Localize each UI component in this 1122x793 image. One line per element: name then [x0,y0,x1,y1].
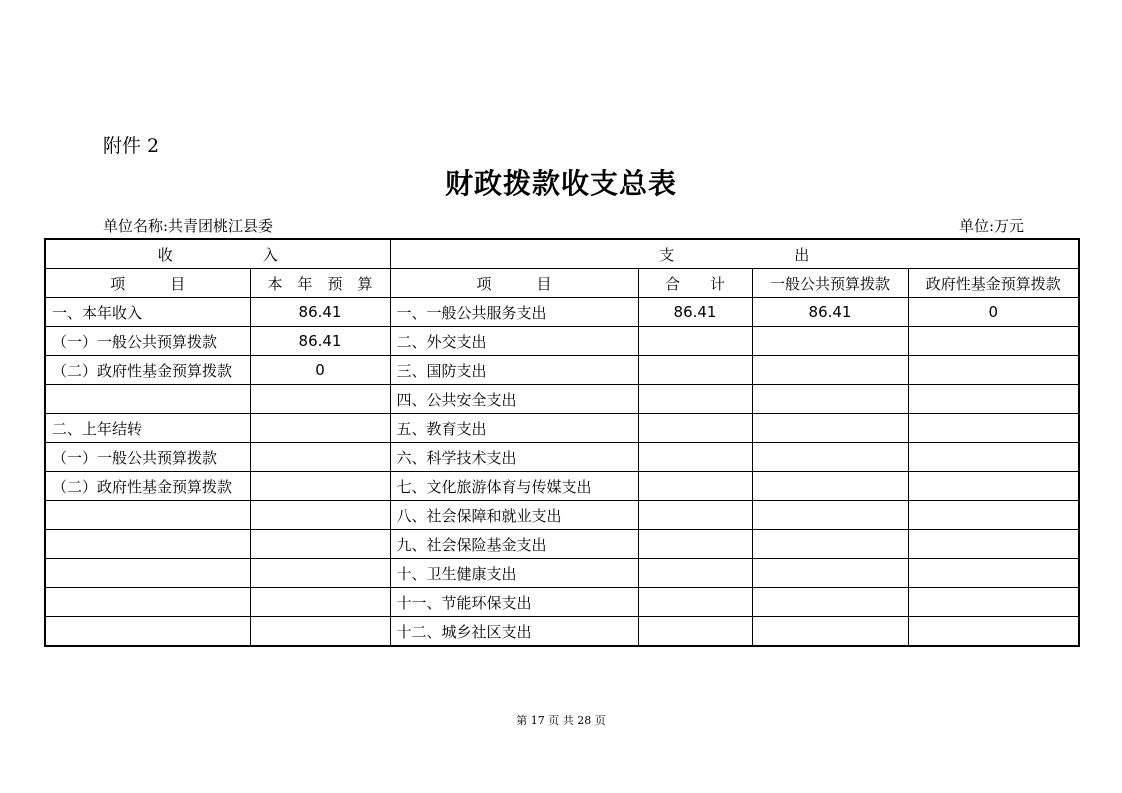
income-budget-cell: 86.41 [250,327,390,356]
income-item-cell: （一）一般公共预算拨款 [45,443,250,472]
header-row-columns [45,269,1079,298]
table-body [45,239,1079,646]
expense-total-cell [638,588,752,617]
income-item-cell: 一、本年收入 [45,298,250,327]
income-budget-cell [250,443,390,472]
col-expense-total: 合 计 [638,269,752,298]
expense-fund-cell [908,559,1079,588]
expense-fund-cell [908,356,1079,385]
income-item-cell: 二、上年结转 [45,414,250,443]
col-income-budget: 本 年 预 算 [250,269,390,298]
col-income-item: 项 目 [45,269,250,298]
table-row [45,559,1079,588]
expense-fund-cell [908,501,1079,530]
income-budget-cell [250,559,390,588]
table-row [45,298,1079,327]
expense-fund-cell [908,385,1079,414]
expense-total-cell: 86.41 [638,298,752,327]
expense-item-cell: 一、一般公共服务支出 [390,298,638,327]
col-expense-item: 项 目 [390,269,638,298]
expense-fund-cell [908,472,1079,501]
table-row [45,414,1079,443]
income-item-cell [45,530,250,559]
col-expense-fund: 政府性基金预算拨款 [908,269,1079,298]
expense-item-cell: 十二、城乡社区支出 [390,617,638,647]
expense-fund-cell [908,530,1079,559]
expense-general-cell [752,327,908,356]
income-budget-cell [250,501,390,530]
table-row [45,588,1079,617]
page-number: 第 17 页 共 28 页 [516,714,606,727]
expense-fund-cell [908,327,1079,356]
table-row [45,443,1079,472]
expense-fund-cell: 0 [908,298,1079,327]
table-row [45,385,1079,414]
expense-fund-cell [908,588,1079,617]
expense-total-cell [638,530,752,559]
expense-section-header: 支 出 [390,239,1079,269]
income-budget-cell [250,530,390,559]
expense-total-cell [638,356,752,385]
expense-fund-cell [908,617,1079,647]
expense-fund-cell [908,443,1079,472]
income-budget-cell [250,414,390,443]
income-item-cell: （二）政府性基金预算拨款 [45,472,250,501]
income-item-cell [45,617,250,647]
expense-total-cell [638,443,752,472]
expense-general-cell [752,472,908,501]
income-item-cell [45,385,250,414]
expense-total-cell [638,617,752,647]
expense-general-cell [752,356,908,385]
income-budget-cell: 86.41 [250,298,390,327]
expense-general-cell [752,414,908,443]
page-title: 财政拨款收支总表 [444,167,677,200]
income-budget-cell: 0 [250,356,390,385]
expense-item-cell: 四、公共安全支出 [390,385,638,414]
expense-general-cell [752,559,908,588]
expense-general-cell [752,443,908,472]
expense-item-cell: 九、社会保险基金支出 [390,530,638,559]
income-budget-cell [250,385,390,414]
attachment-label: 附件 2 [103,135,160,157]
expense-total-cell [638,414,752,443]
income-item-cell [45,501,250,530]
table-row [45,530,1079,559]
income-item-cell [45,559,250,588]
budget-table [44,238,1080,647]
expense-item-cell: 七、文化旅游体育与传媒支出 [390,472,638,501]
expense-item-cell: 十、卫生健康支出 [390,559,638,588]
table-row [45,472,1079,501]
expense-general-cell [752,530,908,559]
expense-general-cell [752,617,908,647]
col-expense-general: 一般公共预算拨款 [752,269,908,298]
expense-total-cell [638,385,752,414]
table-row [45,501,1079,530]
income-budget-cell [250,472,390,501]
expense-general-cell [752,588,908,617]
income-section-header: 收 入 [45,239,390,269]
expense-fund-cell [908,414,1079,443]
unit-name: 单位名称:共青团桃江县委 [103,217,274,235]
table-row [45,617,1079,647]
header-row-sections [45,239,1079,269]
expense-total-cell [638,501,752,530]
expense-item-cell: 十一、节能环保支出 [390,588,638,617]
expense-general-cell: 86.41 [752,298,908,327]
expense-item-cell: 五、教育支出 [390,414,638,443]
expense-total-cell [638,327,752,356]
expense-total-cell [638,472,752,501]
currency-unit: 单位:万元 [959,217,1025,235]
income-budget-cell [250,588,390,617]
expense-item-cell: 八、社会保障和就业支出 [390,501,638,530]
expense-general-cell [752,501,908,530]
expense-item-cell: 六、科学技术支出 [390,443,638,472]
expense-item-cell: 三、国防支出 [390,356,638,385]
expense-total-cell [638,559,752,588]
expense-item-cell: 二、外交支出 [390,327,638,356]
income-budget-cell [250,617,390,647]
table-row [45,356,1079,385]
expense-general-cell [752,385,908,414]
income-item-cell [45,588,250,617]
table-row [45,327,1079,356]
income-item-cell: （一）一般公共预算拨款 [45,327,250,356]
income-item-cell: （二）政府性基金预算拨款 [45,356,250,385]
